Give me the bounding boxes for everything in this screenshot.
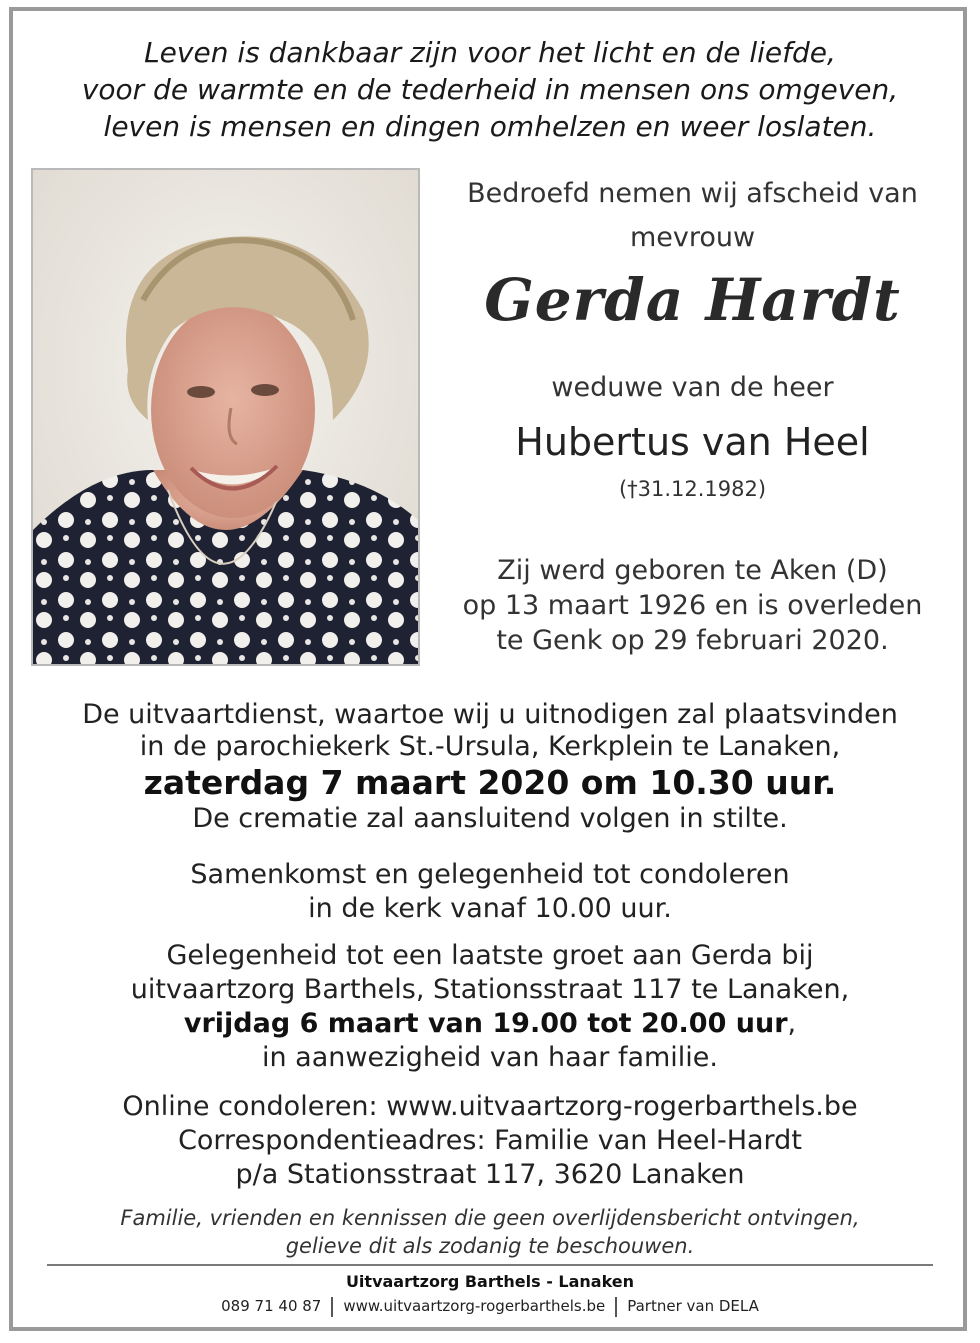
poem [20, 34, 960, 145]
widow-line: weduwe van de heer [551, 372, 834, 403]
service-line: De uitvaartdienst, waartoe wij u uitnodigen zal plaatsvinden [82, 699, 898, 730]
farewell-datetime: vrijdag 6 maart van 19.00 tot 20.00 uur [183, 1008, 788, 1039]
online-condolence: Online condoleren: www.uitvaartzorg-rogerbarthels.be [122, 1091, 858, 1122]
deceased-name: Gerda Hardt [484, 266, 901, 334]
footer-separator [615, 1297, 617, 1317]
intro-line: Bedroefd nemen wij afscheid van [467, 178, 918, 209]
birth-line: Zij werd geboren te Aken (D) [497, 555, 888, 586]
birth-line: op 13 maart 1926 en is overleden [462, 590, 923, 621]
gathering-line: Samenkomst en gelegenheid tot condoleren [190, 859, 790, 890]
farewell-family: in aanwezigheid van haar familie. [261, 1042, 718, 1073]
portrait-photo [31, 168, 420, 666]
poem-line: leven is mensen en dingen omhelzen en weer loslaten. [103, 110, 877, 143]
service-location: in de parochiekerk St.-Ursula, Kerkplein te Lanaken, [139, 731, 841, 762]
contact-info [20, 1090, 960, 1192]
footer-divider [47, 1264, 933, 1266]
funeral-service [20, 699, 960, 835]
poem-line: voor de warmte en de tederheid in mensen ons omgeven, [81, 73, 899, 106]
husband-name: Hubertus van Heel [515, 420, 870, 464]
footer-contact [20, 1295, 960, 1317]
footer-phone: 089 71 40 87 [221, 1297, 322, 1315]
notice-line: Familie, vrienden en kennissen die geen overlijdensbericht ontvingen, [120, 1206, 860, 1230]
farewell-datetime-row [20, 1007, 960, 1041]
funeral-company: Uitvaartzorg Barthels - Lanaken [345, 1272, 635, 1291]
birth-death-details [440, 553, 945, 658]
farewell-location: uitvaartzorg Barthels, Stationsstraat 117 te Lanaken, [130, 974, 850, 1005]
birth-line: te Genk op 29 februari 2020. [496, 625, 889, 656]
gathering-info [20, 858, 960, 926]
notice-line: gelieve dit als zodanig te beschouwen. [285, 1234, 695, 1258]
service-datetime: zaterdag 7 maart 2020 om 10.30 uur. [143, 763, 837, 802]
cremation-note: De crematie zal aansluitend volgen in stilte. [192, 803, 788, 834]
poem-line: Leven is dankbaar zijn voor het licht en de liefde, [144, 36, 836, 69]
husband-death-date: (†31.12.1982) [618, 477, 767, 501]
correspondence-address: Correspondentieadres: Familie van Heel-Hardt [178, 1125, 802, 1156]
notice-text [20, 1204, 960, 1260]
intro-title: mevrouw [629, 222, 756, 253]
gathering-time: in de kerk vanaf 10.00 uur. [308, 893, 672, 924]
farewell-info [20, 939, 960, 1075]
postal-address: p/a Stationsstraat 117, 3620 Lanaken [235, 1159, 745, 1190]
intro-text [440, 172, 945, 260]
footer-separator [331, 1297, 333, 1317]
footer-partner: Partner van DELA [627, 1297, 759, 1315]
farewell-line: Gelegenheid tot een laatste groet aan Gerda bij [166, 940, 814, 971]
farewell-datetime-suffix: , [787, 1008, 797, 1039]
footer-website[interactable]: www.uitvaartzorg-rogerbarthels.be [343, 1297, 606, 1315]
